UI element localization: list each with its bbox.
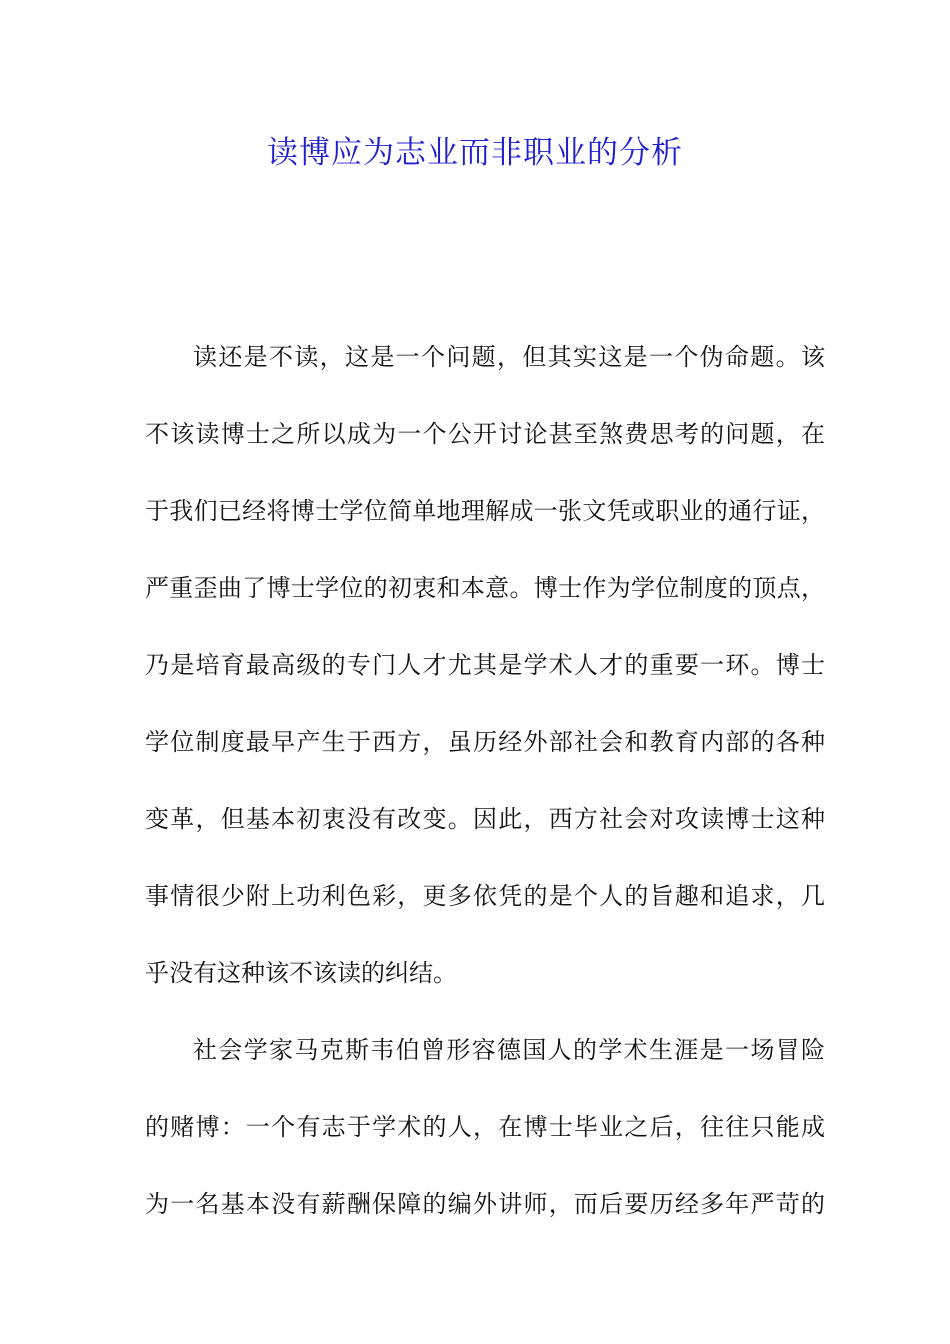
paragraph-1-line-3: 于我们已经将博士学位简单地理解成一张文凭或职业的通行证，	[145, 497, 825, 525]
paragraph-2-line-3: 为一名基本没有薪酬保障的编外讲师，而后要历经多年严苛的	[145, 1190, 825, 1218]
paragraph-1-line-8: 事情很少附上功利色彩，更多依凭的是个人的旨趣和追求，几	[145, 882, 825, 910]
paragraph-2-line-1: 社会学家马克斯韦伯曾形容德国人的学术生涯是一场冒险	[193, 1036, 825, 1064]
paragraph-1-line-1: 读还是不读，这是一个问题，但其实这是一个伪命题。该	[193, 343, 825, 371]
paragraph-1-line-4: 严重歪曲了博士学位的初衷和本意。博士作为学位制度的顶点，	[145, 574, 825, 602]
paragraph-1-line-7: 变革，但基本初衷没有改变。因此，西方社会对攻读博士这种	[145, 805, 825, 833]
paragraph-1-line-2: 不该读博士之所以成为一个公开讨论甚至煞费思考的问题，在	[145, 420, 825, 448]
paragraph-2-line-2: 的赌博：一个有志于学术的人，在博士毕业之后，往往只能成	[145, 1113, 825, 1141]
document-title: 读博应为志业而非职业的分析	[267, 135, 683, 171]
paragraph-1-line-6: 学位制度最早产生于西方，虽历经外部社会和教育内部的各种	[145, 728, 825, 756]
paragraph-1-line-5: 乃是培育最高级的专门人才尤其是学术人才的重要一环。博士	[145, 651, 825, 679]
paragraph-1-line-9: 乎没有这种该不该读的纠结。	[145, 959, 457, 987]
